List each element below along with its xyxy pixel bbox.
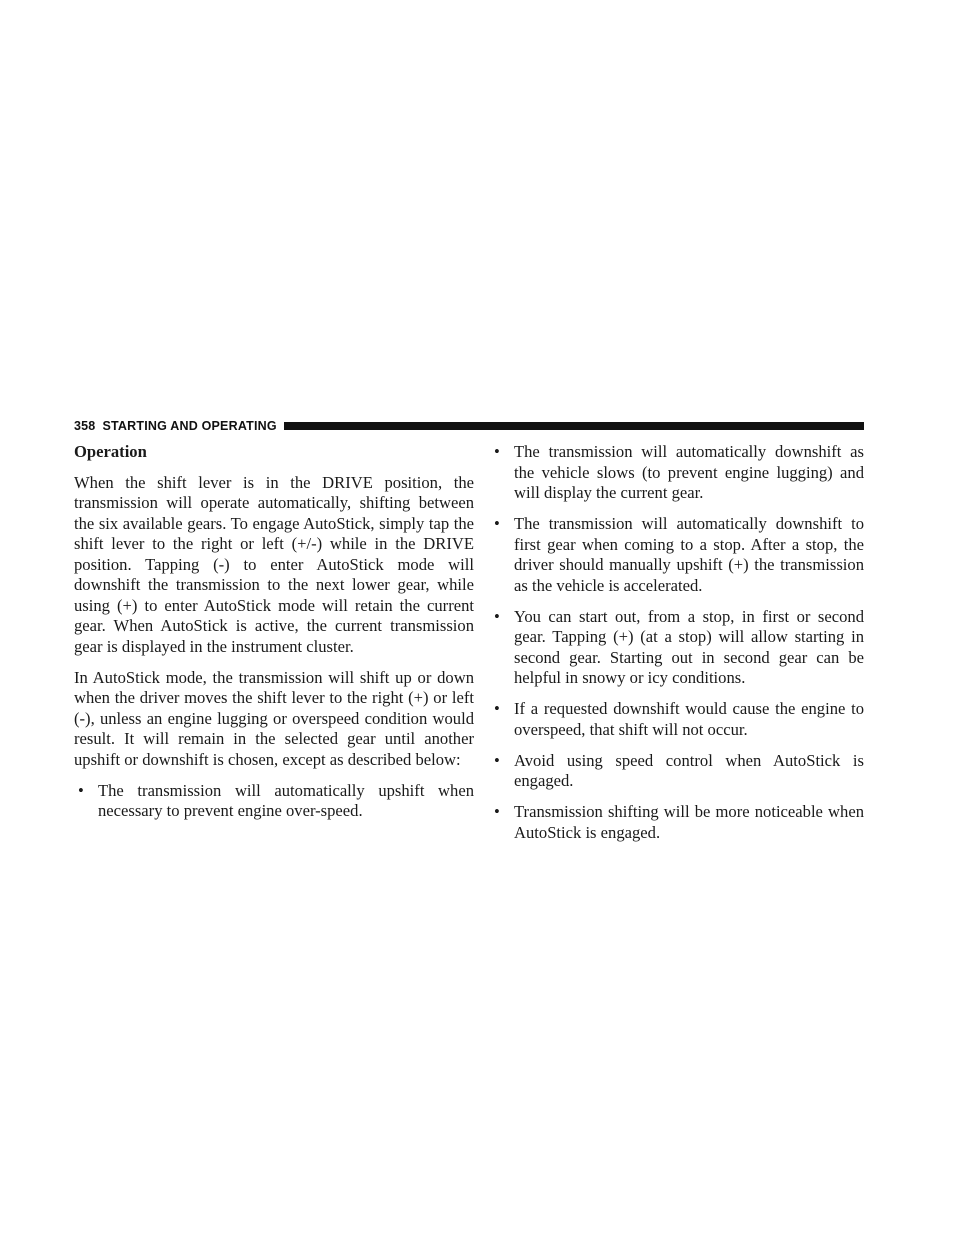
bullet-icon: • xyxy=(494,699,500,718)
paragraph-autostick-mode: In AutoStick mode, the transmission will shift up or down when the driver moves the shift lever to the right (+) or left (-), unless an engine lugging or overspeed condition would result. It will remain in the selected gear until another upshift or downshift is chosen, except as described below: xyxy=(74,667,474,769)
right-column xyxy=(490,442,864,854)
bullet-icon: • xyxy=(494,802,500,821)
list-item xyxy=(490,607,864,689)
bullet-list-right xyxy=(490,442,864,843)
list-item-text: The transmission will automatically downshift to first gear when coming to a stop. After a stop, the driver should manually upshift (+) the transmission as the vehicle is accelerated. xyxy=(514,514,864,595)
list-item xyxy=(490,514,864,596)
bullet-list-left xyxy=(74,781,474,822)
list-item-text: Avoid using speed control when AutoStick is engaged. xyxy=(514,750,864,790)
list-item xyxy=(490,699,864,740)
page-header xyxy=(74,419,864,433)
list-item-text: The transmission will automatically downshift as the vehicle slows (to prevent engine lugging) and will display the current gear. xyxy=(514,442,864,502)
bullet-icon: • xyxy=(78,780,84,800)
list-item-text: The transmission will automatically upshift when necessary to prevent engine over-speed. xyxy=(98,780,474,820)
list-item xyxy=(490,751,864,792)
list-item xyxy=(490,802,864,843)
section-heading: Operation xyxy=(74,442,147,461)
list-item xyxy=(74,781,474,822)
bullet-icon: • xyxy=(494,606,500,626)
list-item-text: Transmission shifting will be more noticeable when AutoStick is engaged. xyxy=(514,802,864,842)
paragraph-drive-mode: When the shift lever is in the DRIVE position, the transmission will operate automatically, shifting between the six available gears. To engage AutoStick, simply tap the shift lever to the right or left (+/-) while in the DRIVE position. Tapping (-) to enter AutoStick mode will downshift the transmission to the next lower gear, while using (+) to enter AutoStick mode will retain the current gear. When AutoStick is active, the current transmission gear is displayed in the instrument cluster. xyxy=(74,472,474,656)
list-item-text: If a requested downshift would cause the engine to overspeed, that shift will not occur. xyxy=(514,699,864,739)
bullet-icon: • xyxy=(494,514,500,533)
section-title: STARTING AND OPERATING xyxy=(102,419,277,433)
header-rule xyxy=(284,422,864,430)
bullet-icon: • xyxy=(494,750,500,770)
list-item-text: You can start out, from a stop, in first or second gear. Tapping (+) (at a stop) will allow starting in second gear. Starting out in second gear can be helpful in snowy or icy conditions. xyxy=(514,606,864,687)
page-number: 358 xyxy=(74,419,96,433)
left-column xyxy=(74,442,474,832)
list-item xyxy=(490,442,864,504)
bullet-icon: • xyxy=(494,442,500,461)
